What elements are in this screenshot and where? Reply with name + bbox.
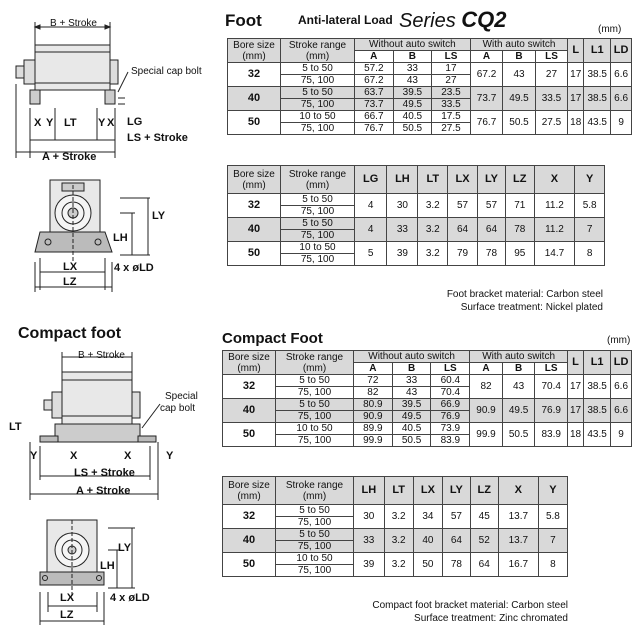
compact-ly-label: LY <box>118 542 132 554</box>
compact-note-surface: Surface treatment: Zinc chromated <box>414 613 568 624</box>
compact-lt-label: LT <box>9 421 22 433</box>
compact-lz-label: LZ <box>60 609 74 621</box>
lg-label: LG <box>127 116 143 128</box>
a-stroke-label: A + Stroke <box>42 151 97 163</box>
compact-foot-caption: Compact foot <box>18 325 122 342</box>
sub-a: A <box>470 51 502 63</box>
x-label-2: X <box>107 117 115 129</box>
table-row: 32 5 to 50 57.2 33 17 67.2 43 27 17 38.5 6.6 <box>228 63 632 75</box>
compact-table-2: Bore size (mm) Stroke range (mm) LH LT LX LY LZ X Y 32 5 to 50 30 3.2 34 57 45 13.7 5.8 75, 100 40 5 to 50 33 3.2 40 64 52 13.7 7 75, 100 50 10 to 50 39 3.2 50 78 64 16.7 8 75, 100 <box>222 476 568 577</box>
table-row: 50 10 to 50 5 39 3.2 79 78 95 14.7 8 <box>228 242 605 254</box>
compact-b-stroke-label: B + Stroke <box>78 350 125 361</box>
sub-ls: LS <box>535 51 568 63</box>
ly-label: LY <box>152 210 166 222</box>
sub-a: A <box>355 51 394 63</box>
foot-note-material: Foot bracket material: Carbon steel <box>446 289 603 300</box>
lh-label: LH <box>113 232 128 244</box>
lz-label: LZ <box>63 276 77 288</box>
foot-title: Foot <box>225 11 262 30</box>
lx-label: LX <box>63 261 78 273</box>
lt-label: LT <box>64 117 77 129</box>
compact-y-label-1: Y <box>30 450 38 462</box>
sub-ls: LS <box>432 51 471 63</box>
foot-note-surface: Surface treatment: Nickel plated <box>460 302 603 313</box>
foot-table-2: Bore size (mm) Stroke range (mm) LG LH LT LX LY LZ X Y 32 5 to 50 4 30 3.2 57 57 71 11.2 5.8 75, 100 40 5 to 50 4 33 3.2 64 64 78 11.2 7 75, 100 50 10 to 50 5 39 3.2 79 78 95 14.7 8 75, 100 <box>227 165 605 266</box>
header-bore: Bore size (mm) <box>228 39 281 63</box>
compact-lx-label: LX <box>60 592 75 604</box>
table-row: 50 10 to 50 39 3.2 50 78 64 16.7 8 <box>223 553 568 565</box>
ld-label: 4 x øLD <box>114 262 154 274</box>
ls-stroke-label: LS + Stroke <box>127 132 188 144</box>
compact-ld-label: 4 x øLD <box>110 592 150 604</box>
header-stroke: Stroke range (mm) <box>281 39 355 63</box>
unit-label-2: (mm) <box>607 335 631 346</box>
compact-foot-title: Compact Foot <box>222 330 323 347</box>
x-label-1: X <box>34 117 42 129</box>
table-row: 50 10 to 50 66.7 40.5 17.5 76.7 50.5 27.5 18 43.5 9 <box>228 111 632 123</box>
foot-table-1: Bore size (mm) Stroke range (mm) Without auto switch With auto switch L L1 LD A B LS A B LS 32 5 to 50 57.2 33 17 67.2 43 27 17 38.5 6.6 75, 100 67.2 43 27 40 5 to 50 63.7 39.5 23.5 73.7 49.5 33.5 17 38.5 6.6 75, 100 73.7 49.5 33.5 50 10 to 50 66.7 40.5 17.5 76.7 50.5 27.5 18 43.5 9 75, 100 76.7 50.5 27.5 <box>227 38 632 135</box>
y-label-1: Y <box>46 117 54 129</box>
compact-x-label-1: X <box>70 450 78 462</box>
compact-y-label-2: Y <box>166 450 174 462</box>
anti-lateral-subtitle: Anti-lateral Load <box>298 13 393 27</box>
compact-table-1: Bore size (mm) Stroke range (mm) Without auto switch With auto switch L L1 LD A B LS A B LS 32 5 to 50 72 33 60.4 82 43 70.4 17 38.5 6.6 75, 100 82 43 70.4 40 5 to 50 80.9 39.5 66.9 90.9 49.5 76.9 17 38.5 6.6 75, 100 90.9 49.5 76.9 50 10 to 50 89.9 40.5 73.9 99.9 50.5 83.9 18 43.5 9 75, 100 99.9 50.5 83.9 <box>222 350 632 447</box>
table-row: 32 5 to 50 72 33 60.4 82 43 70.4 17 38.5 6.6 <box>223 375 632 387</box>
compact-note-material: Compact foot bracket material: Carbon steel <box>372 600 568 611</box>
header-without-switch: Without auto switch <box>355 39 471 51</box>
sub-b: B <box>503 51 535 63</box>
table-row: 40 5 to 50 63.7 39.5 23.5 73.7 49.5 33.5 17 38.5 6.6 <box>228 87 632 99</box>
table-row: 40 5 to 50 33 3.2 40 64 52 13.7 7 <box>223 529 568 541</box>
sub-b: B <box>393 51 432 63</box>
header-ld: LD <box>611 39 632 63</box>
series-title: Series CQ2 <box>399 7 507 32</box>
unit-label-1: (mm) <box>598 24 622 35</box>
compact-lh-label: LH <box>100 560 115 572</box>
b-stroke-label: B + Stroke <box>50 18 97 29</box>
compact-x-label-2: X <box>124 450 132 462</box>
header-l1: L1 <box>584 39 611 63</box>
compact-special-label: Special <box>165 391 198 402</box>
table-row: 32 5 to 50 4 30 3.2 57 57 71 11.2 5.8 <box>228 194 605 206</box>
compact-foot-drawing <box>0 0 220 640</box>
header-l: L <box>568 39 584 63</box>
y-label-2: Y <box>98 117 106 129</box>
special-cap-bolt-label: Special cap bolt <box>131 66 202 77</box>
compact-ls-stroke-label: LS + Stroke <box>74 467 135 479</box>
table-row: 40 5 to 50 80.9 39.5 66.9 90.9 49.5 76.9 17 38.5 6.6 <box>223 399 632 411</box>
table-row: 50 10 to 50 89.9 40.5 73.9 99.9 50.5 83.9 18 43.5 9 <box>223 423 632 435</box>
table-row: 40 5 to 50 4 33 3.2 64 64 78 11.2 7 <box>228 218 605 230</box>
compact-cap-bolt-label: cap bolt <box>160 403 196 414</box>
table-row: 32 5 to 50 30 3.2 34 57 45 13.7 5.8 <box>223 505 568 517</box>
header-with-switch: With auto switch <box>470 39 567 51</box>
compact-a-stroke-label: A + Stroke <box>76 485 131 497</box>
